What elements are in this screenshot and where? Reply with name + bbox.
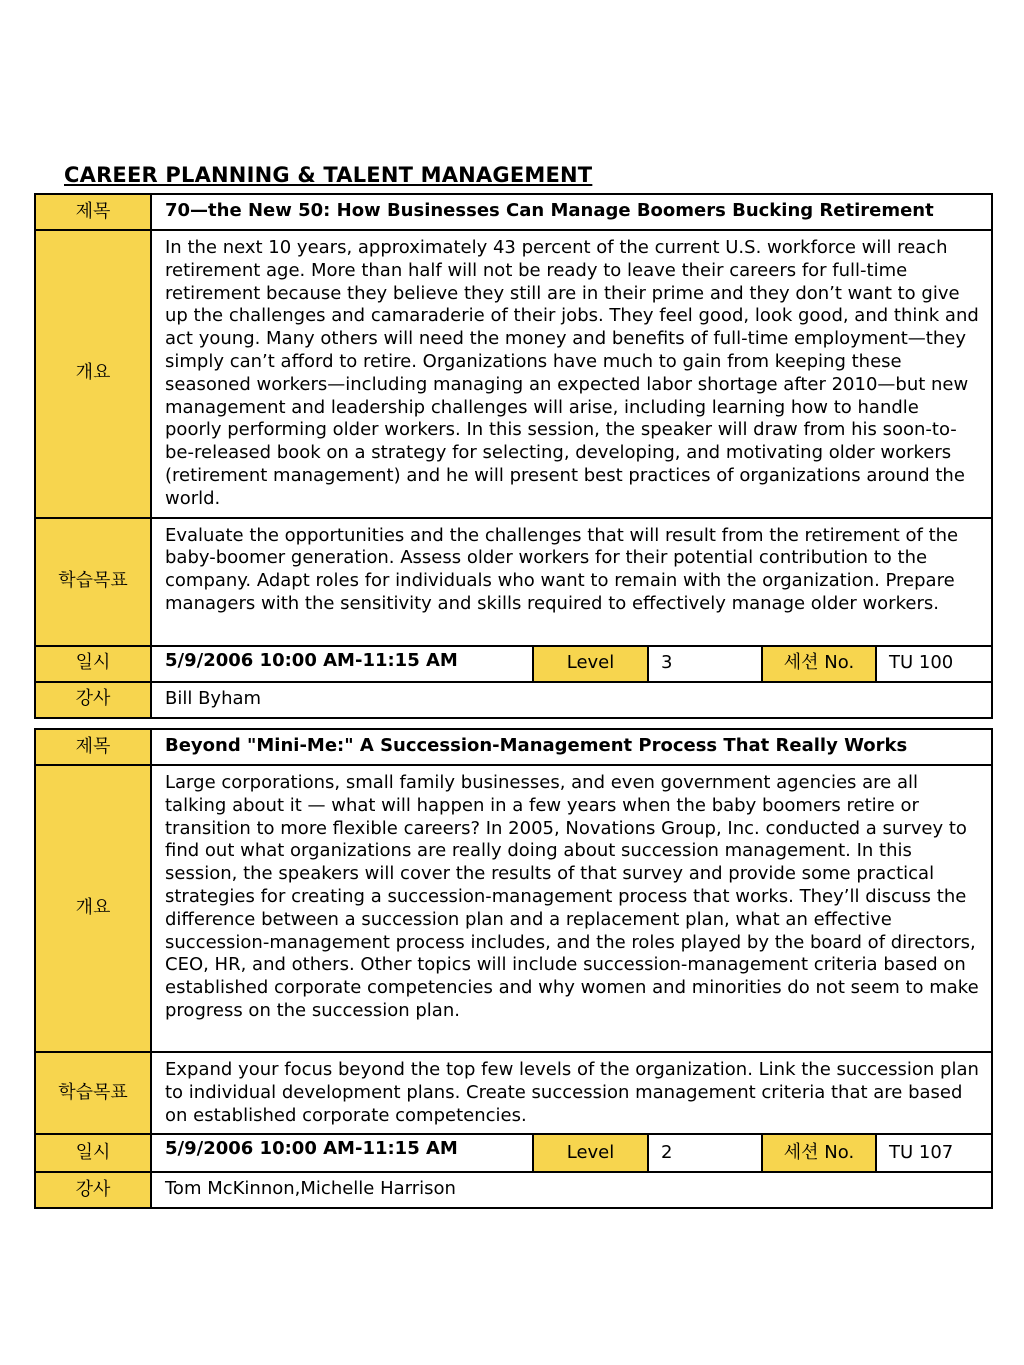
session-datetime: 5/9/2006 10:00 AM-11:15 AM: [151, 646, 533, 682]
session-number: TU 100: [876, 646, 992, 682]
datetime-label: 일시: [35, 646, 151, 682]
session-objectives: Expand your focus beyond the top few levels of the organization. Link the succession plan to individual development plans. Create succession management criteria that are based on established corporate competencies.: [151, 1052, 992, 1134]
datetime-row: [35, 646, 992, 682]
session-objectives: Evaluate the opportunities and the challenges that will result from the retirement of the baby-boomer generation. Assess older workers for their potential contribution to the company. Adapt roles for individuals who want to remain with the organization. Prepare managers with the sensitivity and skills required to effectively manage older workers.: [151, 518, 992, 646]
summary-row: [35, 765, 992, 1052]
datetime-row: [35, 1134, 992, 1172]
objectives-label: 학습목표: [35, 1052, 151, 1134]
session-summary: Large corporations, small family businesses, and even government agencies are all talking about it — what will happen in a few years when the baby boomers retire or transition to more flexible careers? In 2005, Novations Group, Inc. conducted a survey to find out what organizations are really doing about succession management. In this session, the speakers will cover the results of that survey and provide some practical strategies for creating a succession-management process that works. They’ll discuss the difference between a succession plan and a replacement plan, what an effective succession-management process includes, and the roles played by the board of directors, CEO, HR, and others. Other topics will include succession-management criteria based on established corporate competencies and why women and minorities do not seem to make progress on the succession plan.: [151, 765, 992, 1052]
session-title: 70—the New 50: How Businesses Can Manage Boomers Bucking Retirement: [151, 194, 992, 230]
objectives-row: [35, 1052, 992, 1134]
session-no-label: 세션 No.: [762, 646, 876, 682]
session-summary: In the next 10 years, approximately 43 percent of the current U.S. workforce will reach retirement age. More than half will not be ready to leave their careers for full-time retirement because they believe they still are in their prime and they don’t want to give up the challenges and camaraderie of their jobs. They feel good, look good, and think and act young. Many others will need the money and benefits of full-time employment—they simply can’t afford to retire. Organizations have much to gain from keeping these seasoned workers—including managing an expected labor shortage after 2010—but new management and leadership challenges will arise, including learning how to handle poorly performing older workers. In this session, the speaker will draw from his soon-to-be-released book on a strategy for selecting, developing, and motivating older workers (retirement management) and he will present best practices of organizations around the world.: [151, 230, 992, 518]
session-title: Beyond "Mini-Me:" A Succession-Management Process That Really Works: [151, 729, 992, 765]
speaker-label: 강사: [35, 682, 151, 718]
level-label: Level: [533, 1134, 648, 1172]
title-label: 제목: [35, 729, 151, 765]
level-label: Level: [533, 646, 648, 682]
summary-label: 개요: [35, 230, 151, 518]
session-speaker: Bill Byham: [151, 682, 992, 718]
session-datetime: 5/9/2006 10:00 AM-11:15 AM: [151, 1134, 533, 1172]
page-title: CAREER PLANNING & TALENT MANAGEMENT: [64, 163, 593, 187]
session-level: 3: [648, 646, 762, 682]
title-row: [35, 194, 992, 230]
summary-row: [35, 230, 992, 518]
title-row: [35, 729, 992, 765]
session-number: TU 107: [876, 1134, 992, 1172]
session-speaker: Tom McKinnon,Michelle Harrison: [151, 1172, 992, 1208]
objectives-label: 학습목표: [35, 518, 151, 646]
speaker-row: [35, 1172, 992, 1208]
speaker-label: 강사: [35, 1172, 151, 1208]
title-label: 제목: [35, 194, 151, 230]
session-no-label: 세션 No.: [762, 1134, 876, 1172]
speaker-row: [35, 682, 992, 718]
session-table-2: [34, 728, 993, 1209]
objectives-row: [35, 518, 992, 646]
datetime-label: 일시: [35, 1134, 151, 1172]
session-level: 2: [648, 1134, 762, 1172]
summary-label: 개요: [35, 765, 151, 1052]
session-table-1: [34, 193, 993, 719]
